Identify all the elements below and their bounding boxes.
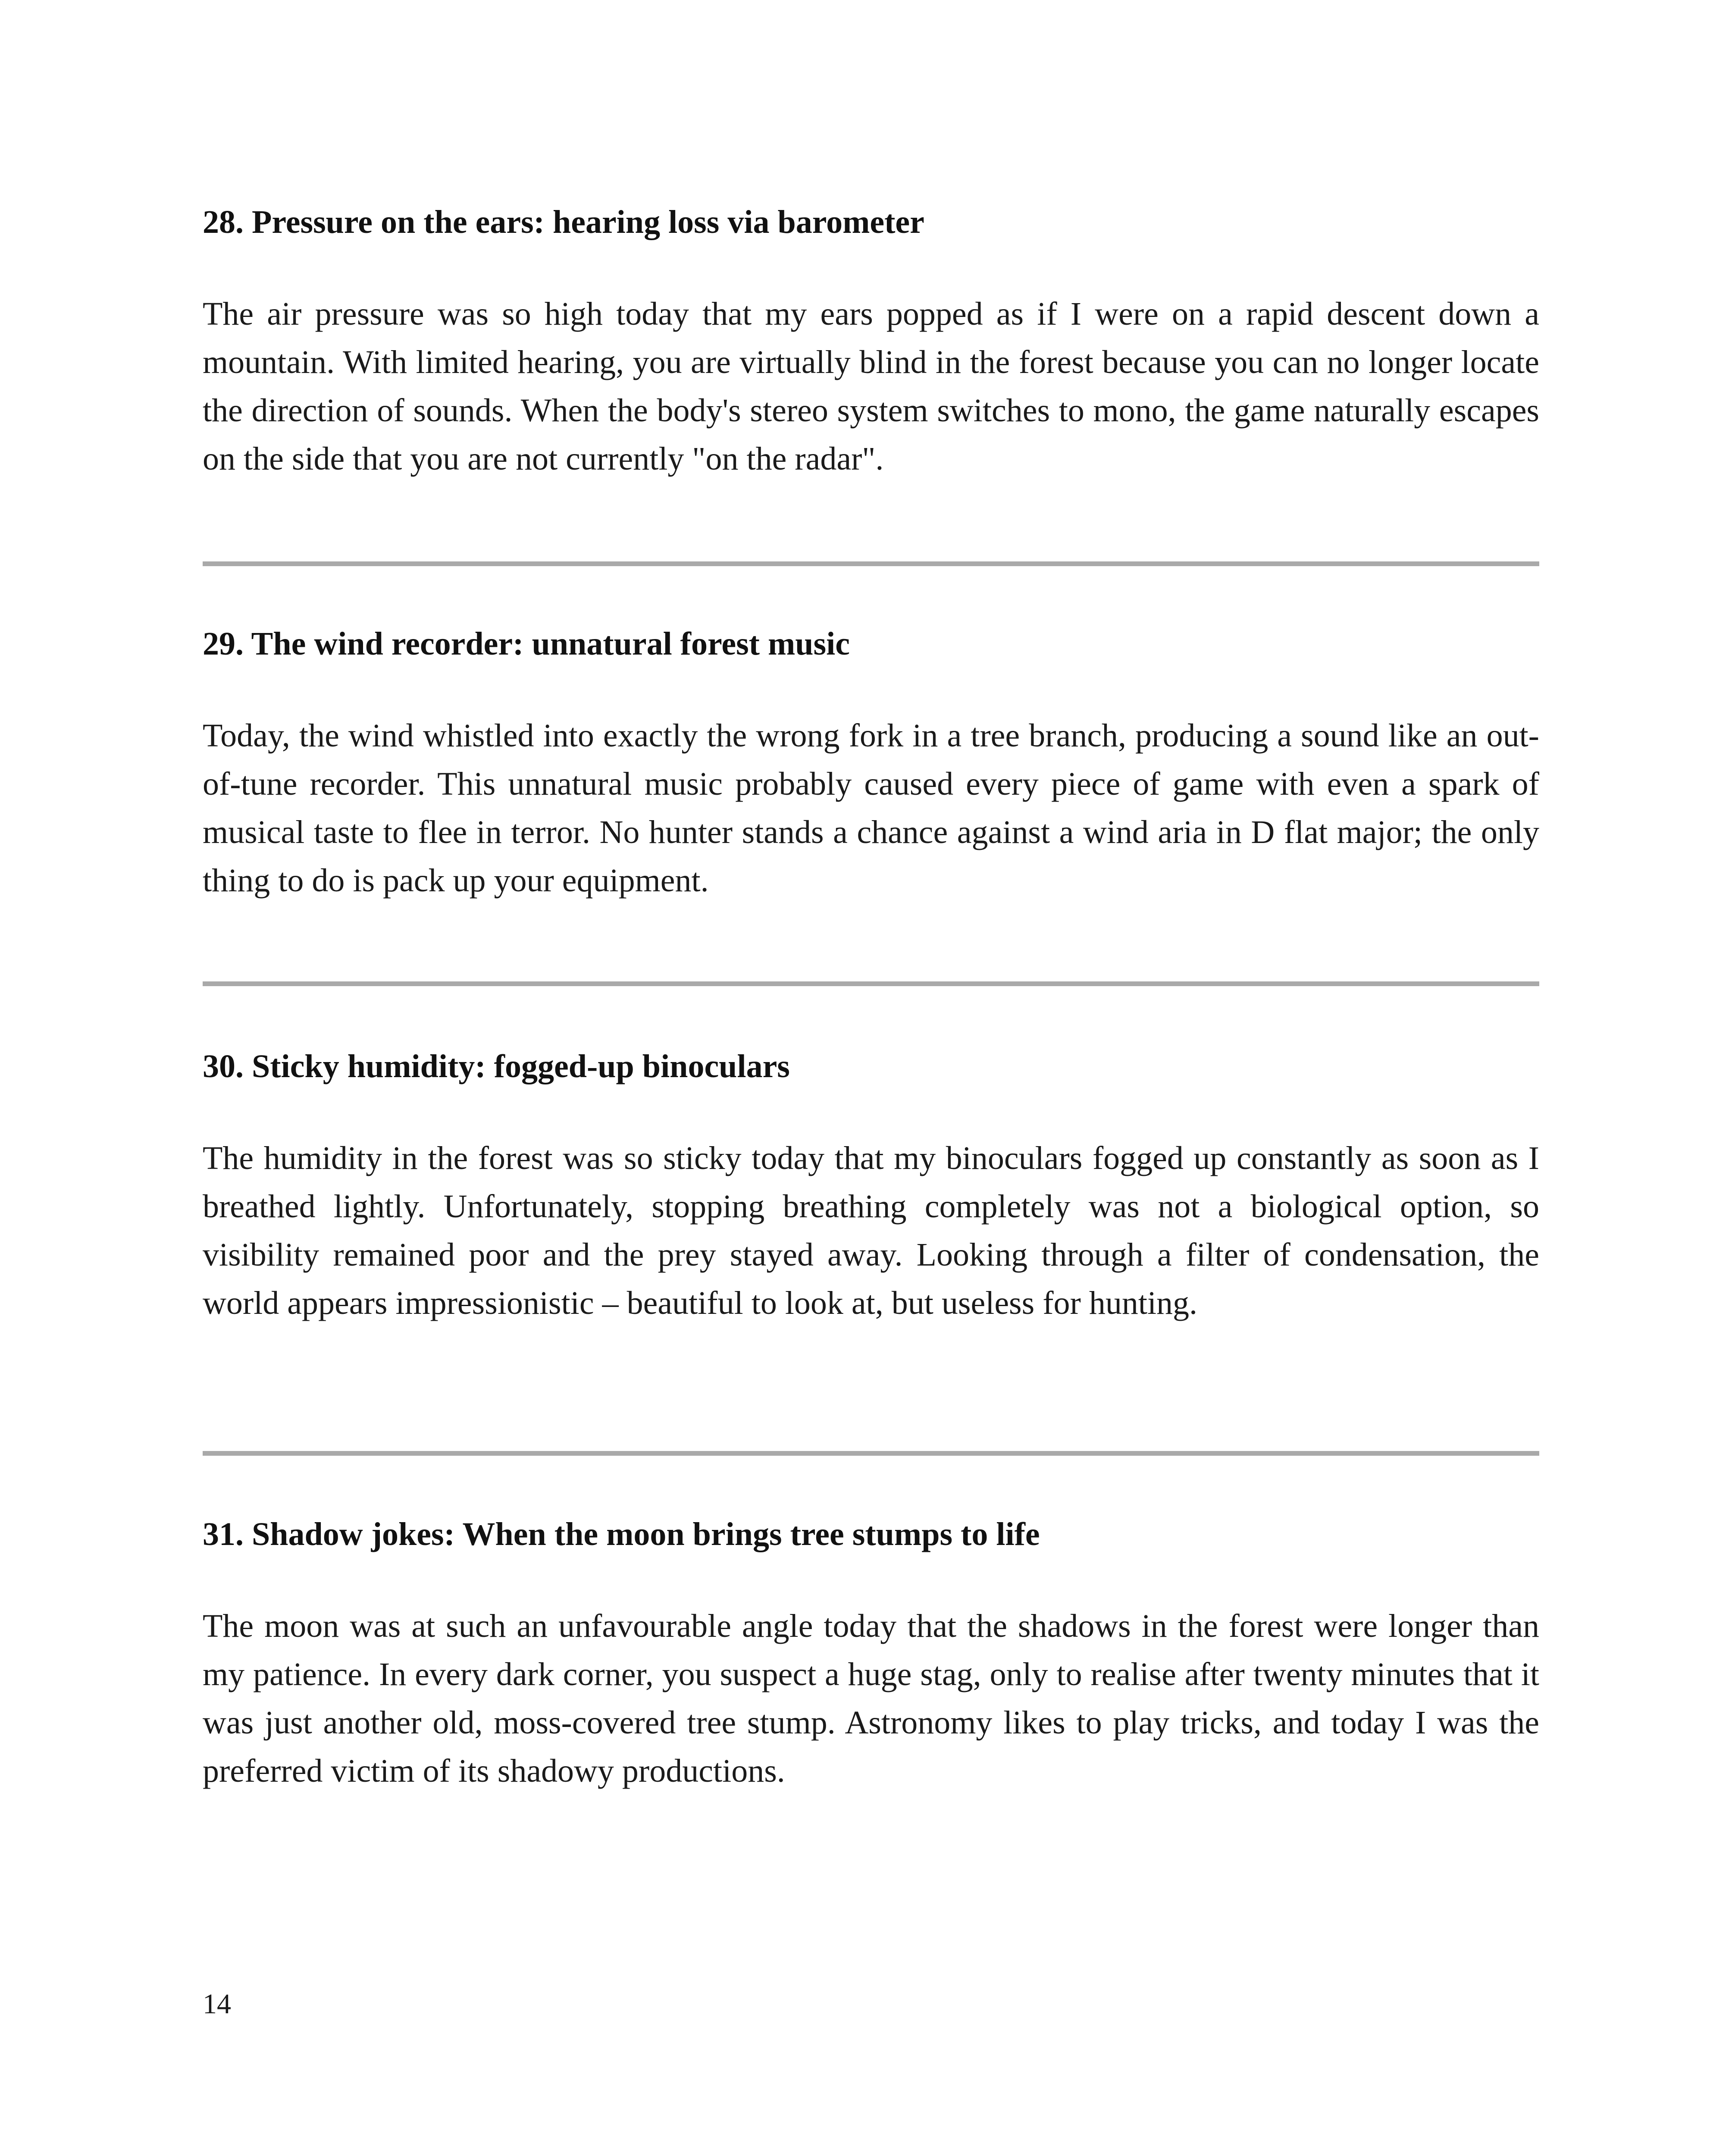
section-divider (203, 1451, 1539, 1456)
page-number: 14 (203, 1988, 231, 2020)
section-body: The humidity in the forest was so sticky today that my binoculars fogged up constantly as soon as I breathed lightly. Unfortunately, stopping breathing completely was not a biological option, so visibility remained poor and the prey stayed away. Looking through a filter of condensation, the world appears impressionistic – beautiful to look at, but useless for hunting. (203, 1140, 1539, 1321)
section-heading: 28. Pressure on the ears: hearing loss via barometer (203, 204, 924, 240)
section-body: The air pressure was so high today that my ears popped as if I were on a rapid descent down a mountain. With limited hearing, you are virtually blind in the forest because you can no longer locate the direction of sounds. When the body's stereo system switches to mono, the game naturally escapes on the side that you are not currently "on the radar". (203, 296, 1539, 477)
section-heading: 31. Shadow jokes: When the moon brings tree stumps to life (203, 1516, 1040, 1552)
section-28 (203, 203, 1539, 483)
section-31 (203, 1515, 1539, 1795)
section-body: The moon was at such an unfavourable angle today that the shadows in the forest were longer than my patience. In every dark corner, you suspect a huge stag, only to realise after twenty minutes that it was just another old, moss-covered tree stump. Astronomy likes to play tricks, and today I was the preferred victim of its shadowy productions. (203, 1608, 1539, 1789)
section-divider (203, 561, 1539, 566)
section-divider (203, 981, 1539, 986)
section-body: Today, the wind whistled into exactly the wrong fork in a tree branch, producing a sound like an out-of-tune recorder. This unnatural music probably caused every piece of game with even a spark of musical taste to flee in terror. No hunter stands a chance against a wind aria in D flat major; the only thing to do is pack up your equipment. (203, 718, 1539, 899)
section-heading: 29. The wind recorder: unnatural forest music (203, 626, 850, 662)
section-30 (203, 1047, 1539, 1327)
section-29 (203, 624, 1539, 905)
section-heading: 30. Sticky humidity: fogged-up binoculars (203, 1048, 790, 1084)
